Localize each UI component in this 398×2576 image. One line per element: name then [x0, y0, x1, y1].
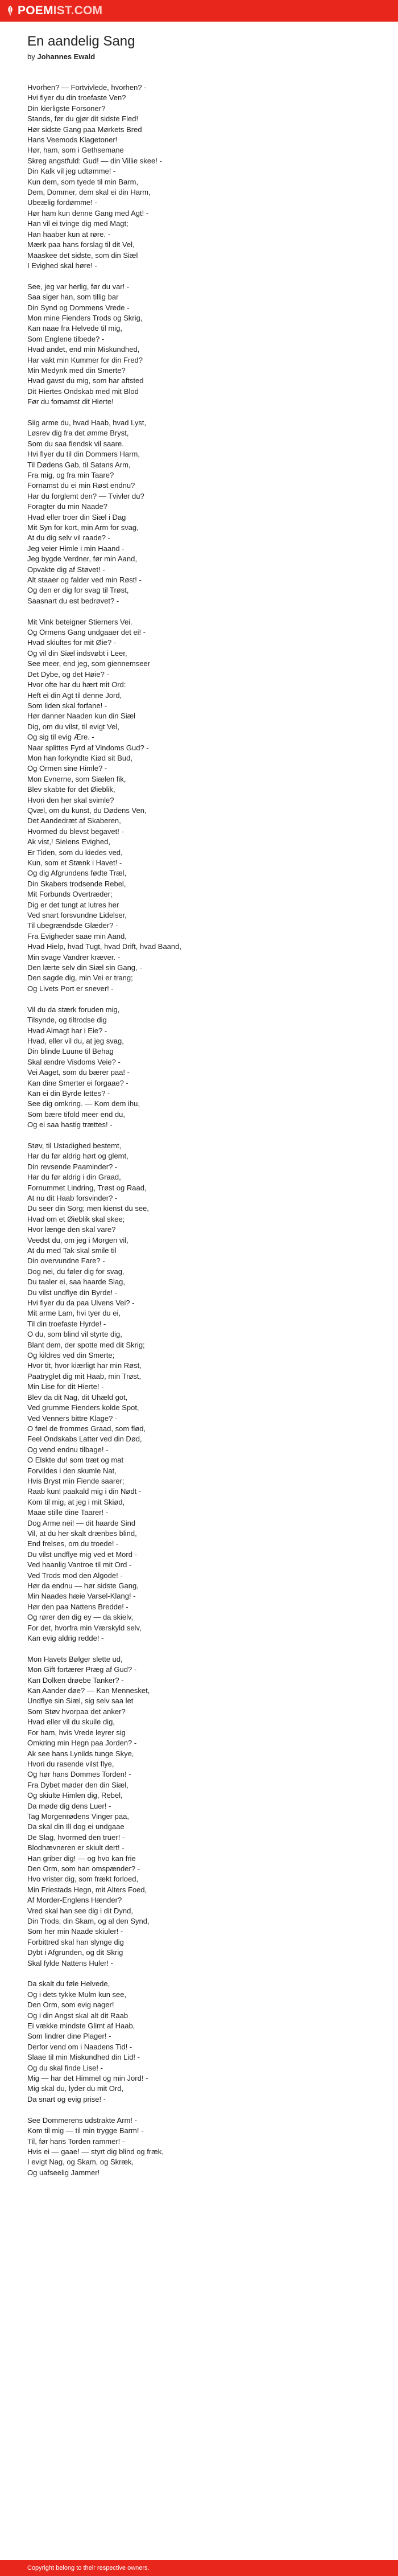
poem-line: Da skalt du føle Helvede, — [27, 1979, 110, 1989]
poem-line: Som lindrer dine Plager! - — [27, 2032, 111, 2041]
poem-line: Er Tiden, som du kiedes ved, — [27, 848, 123, 857]
poem-line: Til ubegrændsde Glæder? - — [27, 921, 118, 930]
poem-line: Hvad gavst du mig, som har aftsted — [27, 376, 144, 385]
poem-line: Maae stille dine Taarer! - — [27, 1508, 109, 1517]
poem-line: Dig er det tungt at lutres her — [27, 900, 119, 909]
poem-line: Og i dets tykke Mulm kun see, — [27, 1990, 127, 1999]
byline — [27, 52, 368, 61]
poem-line: Ved haanlig Vantroe til mit Ord - — [27, 1560, 132, 1570]
poem-line: Ved snart forsvundne Lidelser, — [27, 911, 127, 920]
poem-line: Ak vist,! Sielens Evighed, — [27, 837, 110, 847]
poem-line: I evigt Nag, og Skam, og Skræk, — [27, 2158, 134, 2167]
poem-line: Alt staaer og falder ved min Røst! - — [27, 576, 142, 585]
poem-line: See Dommerens udstrakte Arm! - — [27, 2115, 137, 2125]
poem-line: Hør ham kun denne Gang med Agt! - — [27, 208, 149, 217]
poem-line: See meer, end jeg, som giennemseer — [27, 659, 151, 668]
poem-line: Opvakte dig af Støvet! - — [27, 565, 105, 574]
poem-line: Din Skabers trodsende Rebel, — [27, 879, 126, 888]
poem-line: Jeg veier Himle i min Haand - — [27, 544, 125, 553]
poem-line: Vil du da stærk foruden mig, — [27, 1005, 120, 1014]
poem-line: Mit Syn for kort, min Arm for svag, — [27, 523, 139, 532]
poem-line: Blev skabte for det Øieblik, — [27, 785, 115, 794]
poem-line: Skreg angstfuld: Gud! — din Villie skee! - — [27, 156, 162, 165]
poem-line: Forbittred skal han slynge dig — [27, 1937, 124, 1946]
poem-line: Fornummet Lindring, Trøst og Raad, — [27, 1183, 147, 1192]
poem-line: Blev da dit Nag, dit Uhæld got, — [27, 1392, 128, 1402]
poem-line: Din blinde Luune til Behag — [27, 1047, 114, 1056]
poem-line: De Slag, hvormed den truer! - — [27, 1833, 125, 1842]
byline-prefix: by — [27, 52, 35, 61]
poem-line: Hvori du rasende vilst flye, — [27, 1759, 114, 1768]
poem-line: O føel de frommes Graad, som flød, — [27, 1424, 146, 1433]
poem-line: Som bære tifold meer end du, — [27, 1110, 125, 1119]
poem-line: Saa siger han, som tillig bar — [27, 293, 119, 302]
poem-line: Hvad skiultes for mit Øie? - — [27, 638, 117, 647]
poem-line: At du dig selv vil raade? - — [27, 533, 110, 543]
poem-stanza — [27, 282, 368, 408]
poem-line: Den lærte selv din Siæl sin Gang, - — [27, 963, 142, 972]
poem-line: Til Dødens Gab, til Satans Arm, — [27, 460, 131, 469]
poem-line: Og vil din Siæl indsvøbt i Leer, — [27, 648, 127, 658]
poem-line: Kom til mig — til min trygge Barm! - — [27, 2126, 144, 2135]
poem-line: Hvad, eller vil du, at jeg svag, — [27, 1036, 124, 1045]
poem-line: Omkring min Hegn paa Jorden? - — [27, 1739, 137, 1748]
poem-line: Vei Aaget, som du bærer paa! - — [27, 1068, 130, 1077]
poem-line: Din Kalk vil jeg udtømme! - — [27, 167, 116, 176]
poem-line: Hør, ham, som i Gethsemane — [27, 146, 124, 155]
poem-line: Du vilst undflye mig ved et Mord - — [27, 1550, 137, 1559]
poem-line: Hvormed du blevst begavet! - — [27, 827, 124, 836]
poem-line: Veedst du, om jeg i Morgen vil, — [27, 1235, 128, 1244]
poem-line: Hvi flyer du til din Dommers Harm, — [27, 450, 140, 459]
poem-line: Og sig til evig Ære. - — [27, 733, 94, 742]
poem-line: Dig, om du vilst, til evigt Vel, — [27, 722, 119, 731]
poem-line: Fra mig, og fra min Taare? — [27, 471, 114, 479]
poem-line: Han griber dig! — og hvo kan frie — [27, 1854, 136, 1863]
poem-line: See dig omkring. — Kom dem ihu, — [27, 1099, 140, 1108]
poem-line: Mon han forkyndte Kiød sit Bud, — [27, 753, 132, 762]
poem-line: Hvad eller troer din Siæl i Dag — [27, 512, 126, 521]
poem-line: Kun, som et Stænk i Havet! - — [27, 858, 122, 868]
poem-line: Og den er dig for svag til Trøst, — [27, 586, 129, 595]
poem-line: Din kierligste Forsoner? — [27, 104, 106, 113]
poem-line: Kan dine Smerter ei forgaae? - — [27, 1078, 128, 1087]
poem-line: Hør den paa Nattens Bredde! - — [27, 1602, 128, 1611]
poem-line: Og Livets Port er snever! - — [27, 984, 114, 993]
poem-line: Undflye sin Siæl, sig selv saa let — [27, 1696, 134, 1706]
poem-stanza — [27, 418, 368, 606]
poem-line: Hvad eller vil du skuile dig, — [27, 1718, 115, 1727]
poem-line: Hvad Almagt har i Eie? - — [27, 1026, 107, 1035]
poem-line: Kun dem, som tyede til min Barm, — [27, 177, 139, 186]
poem-line: Af Morder-Englens Hænder? — [27, 1896, 122, 1905]
poem-line: Den Orm, som han omspænder? - — [27, 1864, 140, 1873]
poem-line: Da møde dig dens Luer! - — [27, 1801, 111, 1810]
poem-line: Hvor længe den skal vare? — [27, 1225, 116, 1234]
poem-line: At du med Tak skal smile til — [27, 1246, 117, 1255]
poem-line: Ved Venners bittre Klage? - — [27, 1414, 118, 1423]
poem-line: Hvori den her skal svimle? — [27, 795, 114, 804]
poem-line: Det Dybe, og det Høie? - — [27, 669, 109, 679]
poem-line: Kan Aander døe? — Kan Mennesket, — [27, 1686, 150, 1695]
poem-line: End frelses, om du troede! - — [27, 1539, 119, 1548]
poem-line: Hvad andet, end min Miskundhed, — [27, 345, 140, 354]
poem-line: Hvo vrister dig, som frækt forloed, — [27, 1875, 139, 1884]
poem-line: Siig arme du, hvad Haab, hvad Lyst, — [27, 418, 147, 427]
poem-line: Feel Ondskabs Latter ved din Død, — [27, 1435, 142, 1444]
poem-line: Mon Evnerne, som Siælen fik, — [27, 774, 126, 783]
poem-line: Tilsynde, og tiltrodse dig — [27, 1016, 107, 1025]
poem-stanza — [27, 617, 368, 995]
poem-line: Har du før aldrig i din Graad, — [27, 1173, 121, 1182]
poem-line: Han haaber kun at røre. - — [27, 229, 110, 239]
poem-line: Min Medynk med din Smerte? — [27, 365, 126, 375]
poem-line: Stands, før du gjør dit sidste Fled! — [27, 114, 139, 124]
poem-line: Fornamst du ei min Røst endnu? — [27, 481, 135, 490]
poem-line: Løsrev dig fra det ømme Bryst, — [27, 429, 129, 438]
poem-line: For det, hvorfra min Værskyld selv, — [27, 1623, 142, 1632]
site-footer — [0, 2560, 398, 2576]
poem-line: Og du skal finde Lise! - — [27, 2063, 103, 2072]
poem-line: Det Aandedræt af Skaberen, — [27, 816, 121, 825]
poem-line: Før du fornamst dit Hierte! — [27, 397, 114, 406]
poem-line: Kan ei din Byrde lettes? - — [27, 1088, 110, 1098]
poem-line: Min Friestads Hegn, mit Alters Foed, — [27, 1885, 147, 1894]
site-logo[interactable] — [7, 4, 102, 18]
poem-line: Derfor vend om i Naadens Tid! - — [27, 2042, 132, 2051]
poem-line: Paatryglet dig mit Haab, min Trøst, — [27, 1371, 142, 1381]
poem-line: Til din troefaste Hyrde! - — [27, 1319, 106, 1328]
poem-line: Den sagde dig, min Vei er trang; — [27, 973, 133, 983]
poem-line: Min svage Vandrer kræver. - — [27, 952, 121, 962]
poem-line: See, jeg var herlig, før du var! - — [27, 282, 130, 291]
poem-line: Ved grumme Fienders kolde Spot, — [27, 1403, 139, 1412]
poem-line: Da skal din Ill dog ei undgaae — [27, 1822, 125, 1831]
poem-line: Fra Dybet møder den din Siæl, — [27, 1780, 128, 1789]
poem-line: Jeg bygde Verdner, før min Aand, — [27, 554, 137, 564]
poem-line: Hvis ei — gaae! — styrt dig blind og fræk, — [27, 2147, 164, 2156]
poem-line: Mon Havets Bølger slette ud, — [27, 1654, 123, 1663]
brand-suffix: IST.COM — [53, 4, 103, 17]
poem-line: Og Ormen sine Himle? - — [27, 764, 107, 773]
poem-line: Ei vække mindste Glimt af Haab, — [27, 2022, 135, 2031]
poem-line: Har vakt min Kummer for din Fred? — [27, 355, 143, 364]
poem-line: Hør da endnu — hør sidste Gang, — [27, 1581, 139, 1591]
brand-name: POEM — [18, 4, 53, 17]
poem-line: Maaskee det sidste, som din Siæl — [27, 250, 138, 260]
poem-line: Dog Arme nei! — dit haarde Sind — [27, 1518, 136, 1527]
poem-line: Kan Dolken drøebe Tanker? - — [27, 1675, 124, 1685]
poem-content — [27, 33, 368, 2189]
poem-line: O du, som blind vil styrte dig, — [27, 1330, 122, 1339]
quill-pen-icon — [7, 6, 14, 16]
poem-line: Støv, til Ustadighed bestemt, — [27, 1141, 122, 1150]
poem-line: Heft ei din Agt til denne Jord, — [27, 691, 122, 700]
poem-line: Naar splittes Fyrd af Vindoms Gud? - — [27, 743, 149, 752]
poem-line: Fra Evigheder saae min Aand, — [27, 931, 127, 940]
poem-line: Og skiulte Himlen dig, Rebel, — [27, 1791, 123, 1800]
poem-line: Han vil ei tvinge dig med Magt; — [27, 219, 128, 228]
poem-line: For ham, hvis Vrede leyrer sig — [27, 1728, 126, 1737]
poem-line: O Elskte du! som træt og mat — [27, 1456, 124, 1465]
copyright-text: Copyright belong to their respective owners. — [27, 2565, 150, 2571]
author-link[interactable]: Johannes Ewald — [37, 52, 96, 61]
poem-title: En aandelig Sang — [27, 34, 135, 49]
poem-line: Forvildes i den skumle Nat, — [27, 1466, 117, 1475]
poem-line: Som Englene tilbede? - — [27, 334, 105, 343]
poem-stanza — [27, 2115, 368, 2178]
poem-line: Og uafseelig Jammer! — [27, 2168, 100, 2177]
poem-line: Ubeælig fordømme! - — [27, 198, 97, 207]
poem-line: Hans Veemods Klagetoner! — [27, 135, 118, 145]
poem-line: Har du før aldrig hørt og glemt, — [27, 1152, 128, 1161]
poem-line: Din revsende Paaminder? - — [27, 1162, 118, 1171]
poem-line: Mit Vink beteigner Stierners Vei. — [27, 617, 132, 626]
poem-line: Skal ændre Visdoms Veie? - — [27, 1057, 121, 1066]
poem-line: Dybt i Afgrunden, og dit Skrig — [27, 1948, 123, 1957]
poem-line: Hvor tit, hvor kiærligt har min Røst, — [27, 1361, 142, 1370]
poem-line: Hvorhen? — Fortvivlede, hvorhen? - — [27, 83, 147, 92]
poem-line: Som liden skal forfane! - — [27, 701, 107, 710]
poem-line: Skal fylde Nattens Huler! - — [27, 1958, 114, 1967]
poem-stanza — [27, 83, 368, 271]
poem-line: Som du saa fiendsk vil saare. — [27, 439, 124, 448]
poem-line: Dog nei, du føler dig for svag, — [27, 1267, 125, 1276]
poem-line: Og kildres ved din Smerte; — [27, 1351, 115, 1360]
poem-line: Hvad om et Øieblik skal skee; — [27, 1214, 125, 1223]
poem-line: Foragter du min Naade? — [27, 502, 107, 511]
poem-line: Kan naae fra Helvede til mig, — [27, 324, 122, 333]
poem-line: Din Synd og Dommens Vrede - — [27, 303, 130, 312]
poem-line: Og ei saa hastig trættes! - — [27, 1120, 113, 1129]
poem-line: Og Ormens Gang undgaaer det ei! - — [27, 628, 146, 637]
poem-line: At nu dit Haab forsvinder? - — [27, 1193, 118, 1202]
poem-line: Mon mine Fienders Trods og Skrig, — [27, 313, 143, 322]
poem-line: Mig skal du, lyder du mit Ord, — [27, 2084, 124, 2093]
poem-line: Dem, Dommer, dem skal ei din Harm, — [27, 188, 151, 197]
poem-line: Min Naades hæie Varsel-Klang! - — [27, 1592, 136, 1601]
poem-line: Raab kun! paakald mig i din Nødt - — [27, 1487, 142, 1496]
poem-line: Dit Hiertes Ondskab med mit Blod — [27, 387, 139, 396]
poem-line: I Evighed skal høre! - — [27, 261, 97, 270]
poem-line: Slaae til min Miskundhed din Lid! - — [27, 2053, 140, 2062]
poem-line: Ak see hans Lynilds tunge Skye, — [27, 1749, 134, 1758]
poem-line: Tag Morgenrødens Vinger paa, — [27, 1811, 129, 1821]
poem-line: Mit Forbunds Overtræder; — [27, 890, 113, 899]
poem-stanza — [27, 1979, 368, 2105]
poem-line: Mon Gift fortærer Præg af Gud? - — [27, 1665, 137, 1674]
poem-line: Hvor ofte har du hært mit Ord: — [27, 680, 126, 689]
poem-line: Kan evig aldrig redde! - — [27, 1634, 104, 1643]
poem-body — [27, 83, 368, 2178]
poem-line: Og hør hans Dommes Torden! - — [27, 1770, 131, 1779]
poem-line: Qvæl, om du kunst, du Dødens Ven, — [27, 806, 147, 815]
poem-line: Til, før hans Torden rammer! - — [27, 2137, 125, 2146]
poem-line: Blant dem, der spotte med dit Skrig; — [27, 1340, 145, 1349]
poem-line: Mit arme Lam, hvi tyer du ei, — [27, 1309, 121, 1318]
poem-stanza — [27, 1654, 368, 1969]
poem-line: Mærk paa hans forslag til dit Vel, — [27, 240, 135, 249]
poem-line: Du seer din Sorg; men kienst du see, — [27, 1204, 149, 1213]
poem-line: Den Orm, som evig nager! — [27, 2000, 114, 2010]
poem-line: Vil, at du her skalt drænbes blind, — [27, 1529, 137, 1538]
poem-line: Du vilst undflye din Byrde! - — [27, 1288, 118, 1297]
poem-line: Kom til mig, at jeg i mit Skiød, — [27, 1497, 125, 1506]
poem-line: Hvi flyer du din troefaste Ven? — [27, 93, 126, 102]
poem-line: Min Lise for dit Hierte! - — [27, 1382, 104, 1391]
poem-line: Din Trods, din Skam, og al den Synd, — [27, 1917, 150, 1925]
poem-line: Hvi flyer du da paa Ulvens Vei? - — [27, 1299, 135, 1308]
poem-line: Som her min Naade skiuler! - — [27, 1927, 123, 1936]
poem-line: Mig — har det Himmel og min Jord! - — [27, 2074, 148, 2083]
poem-line: Din overvundne Fare? - — [27, 1256, 105, 1266]
poem-line: Hør sidste Gang paa Mørkets Bred — [27, 125, 142, 134]
poem-line: Og dig Afgrundens fødte Træl, — [27, 869, 127, 878]
poem-line: Har du forglemt den? — Tvivler du? — [27, 491, 144, 500]
poem-line: Ved Trods mod den Algode! - — [27, 1571, 123, 1580]
poem-line: Som Støv hvorpaa det anker? — [27, 1707, 126, 1716]
poem-line: Og i din Angst skal alt dit Raab — [27, 2011, 128, 2020]
poem-stanza — [27, 1141, 368, 1644]
poem-line: Hvis Bryst min Fiende saarer; — [27, 1476, 125, 1485]
poem-line: Og rører den dig ey — da skielv, — [27, 1613, 134, 1622]
poem-line: Saasnart du est bedrøvet? - — [27, 596, 119, 605]
poem-stanza — [27, 1005, 368, 1131]
poem-line: Da snart og evig prise! - — [27, 2094, 106, 2103]
site-header — [0, 0, 398, 22]
poem-line: Hør danner Naaden kun din Siæl — [27, 712, 136, 721]
poem-line: Vred skal han see dig i dit Dynd, — [27, 1906, 133, 1915]
poem-line: Hvad Hielp, hvad Tugt, hvad Drift, hvad Baand, — [27, 942, 181, 951]
poem-line: Og vend endnu tilbage! - — [27, 1445, 109, 1454]
poem-line: Du taaler ei, saa haarde Slag, — [27, 1277, 125, 1287]
poem-line: Blodhævneren er skiult dert! - — [27, 1843, 125, 1852]
